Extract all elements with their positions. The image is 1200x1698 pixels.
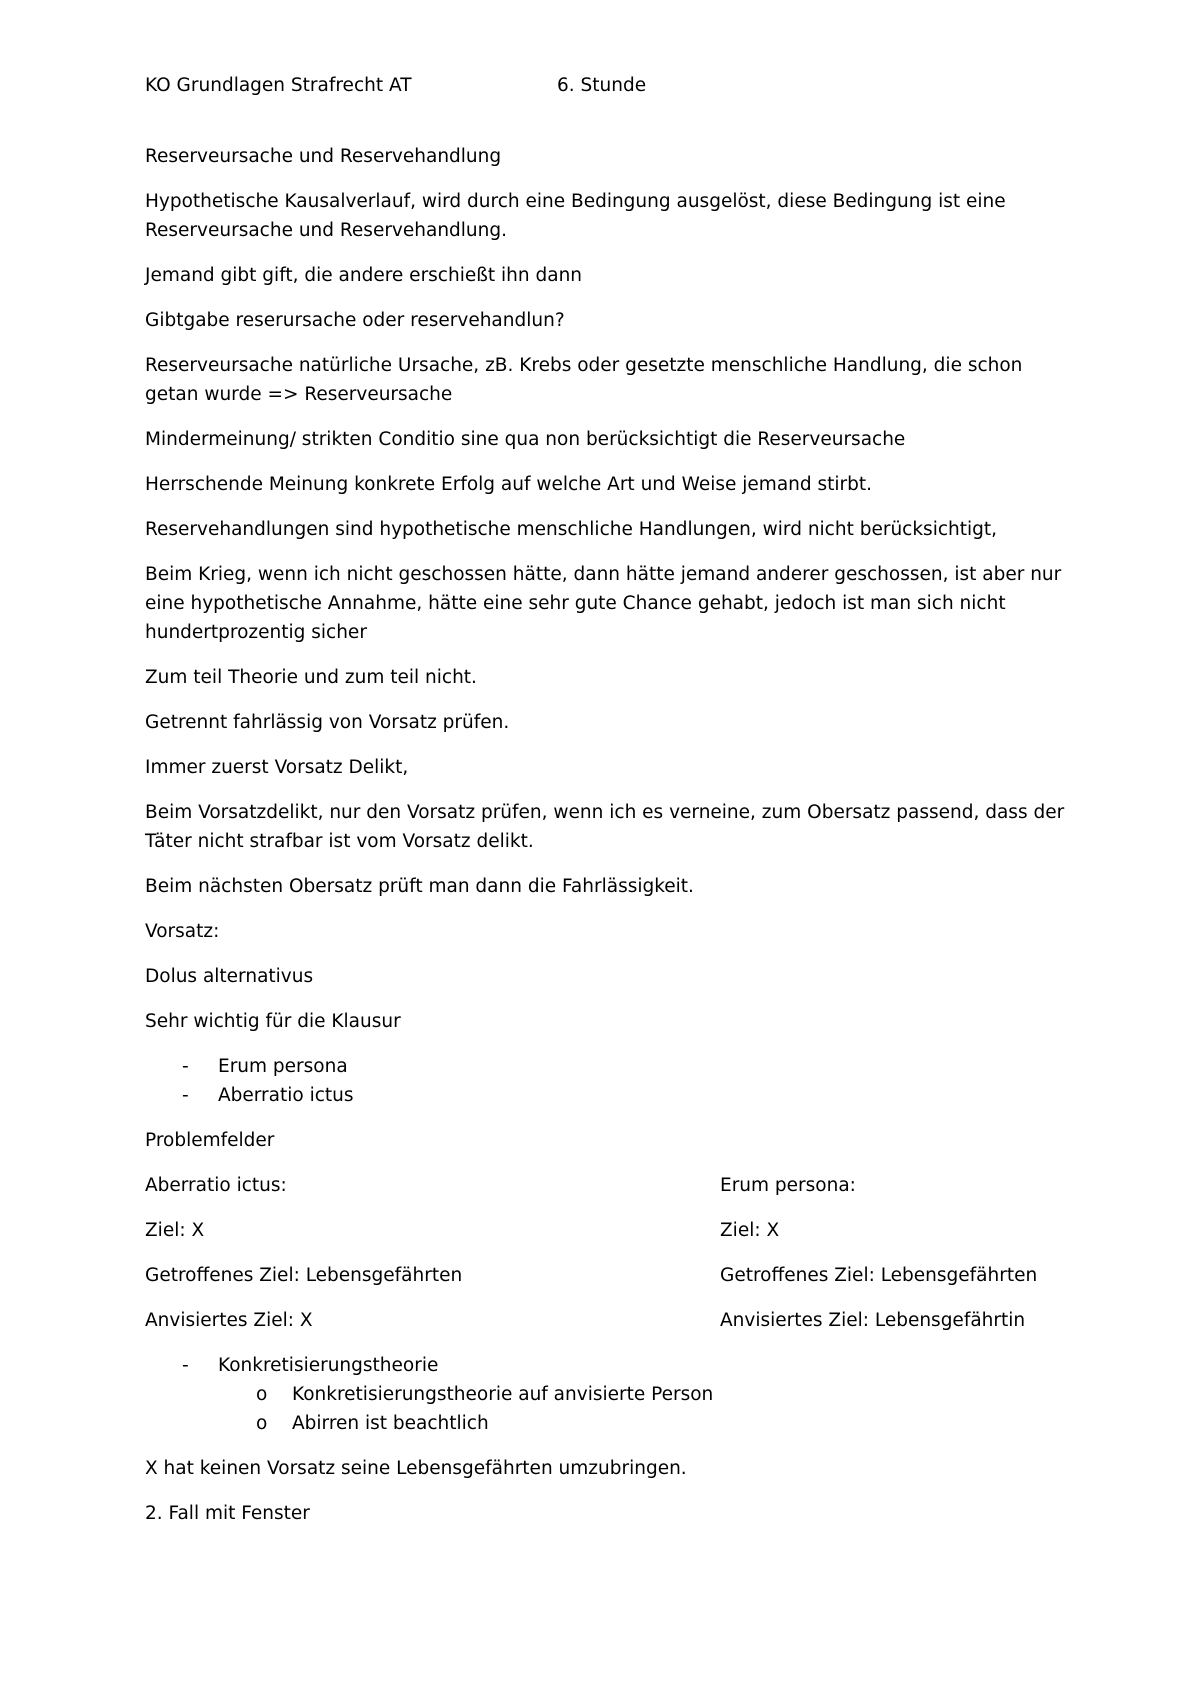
paragraph: Reserveursache und Reservehandlung — [145, 146, 502, 167]
comparison-left: Aberratio ictus: — [145, 1175, 287, 1196]
paragraph: Zum teil Theorie und zum teil nicht. — [145, 667, 477, 688]
comparison-right: Erum persona: — [720, 1175, 856, 1196]
comparison-row — [145, 1261, 1065, 1290]
paragraph: Beim Vorsatzdelikt, nur den Vorsatz prüfen, wenn ich es verneine, zum Obersatz passend, dass der Täter nicht strafbar ist vom Vorsatz delikt. — [145, 802, 1065, 852]
comparison-right: Ziel: X — [720, 1220, 780, 1241]
paragraph: Herrschende Meinung konkrete Erfolg auf welche Art und Weise jemand stirbt. — [145, 474, 873, 495]
comparison-left: Getroffenes Ziel: Lebensgefährten — [145, 1265, 463, 1286]
comparison-row — [145, 1216, 1065, 1245]
paragraph: Beim Krieg, wenn ich nicht geschossen hätte, dann hätte jemand anderer geschossen, ist aber nur eine hypothetische Annahme, hätte eine sehr gute Chance gehabt, jedoch ist man sich nicht hundertprozentig sicher — [145, 564, 1062, 643]
paragraph: Sehr wichtig für die Klausur — [145, 1011, 401, 1032]
comparison-left: Anvisiertes Ziel: X — [145, 1310, 313, 1331]
paragraph: Reservehandlungen sind hypothetische menschliche Handlungen, wird nicht berücksichtigt, — [145, 519, 998, 540]
comparison-row — [145, 1306, 1065, 1335]
list-item — [145, 1351, 1065, 1438]
comparison-right: Getroffenes Ziel: Lebensgefährten — [720, 1265, 1038, 1286]
theory-list — [145, 1351, 1065, 1438]
paragraph: X hat keinen Vorsatz seine Lebensgefährten umzubringen. — [145, 1458, 687, 1479]
comparison-right: Anvisiertes Ziel: Lebensgefährtin — [720, 1310, 1026, 1331]
list-item: - Aberratio ictus — [145, 1081, 1065, 1110]
problemfelder-heading: Problemfelder — [145, 1130, 275, 1151]
paragraph: 2. Fall mit Fenster — [145, 1503, 310, 1524]
page-header — [145, 71, 1065, 103]
paragraph: Mindermeinung/ strikten Conditio sine qua non berücksichtigt die Reserveursache — [145, 429, 906, 450]
paragraph: Getrennt fahrlässig von Vorsatz prüfen. — [145, 712, 510, 733]
list-item: - Erum persona — [145, 1052, 1065, 1081]
list-item-label: Konkretisierungstheorie — [218, 1355, 439, 1376]
paragraph: Dolus alternativus — [145, 966, 314, 987]
paragraph: Gibtgabe reserursache oder reservehandlun? — [145, 310, 565, 331]
paragraph: Hypothetische Kausalverlauf, wird durch eine Bedingung ausgelöst, diese Bedingung ist eine Reserveursache und Reservehandlung. — [145, 191, 1006, 241]
paragraph: Vorsatz: — [145, 921, 220, 942]
sub-list-item: o Abirren ist beachtlich — [145, 1409, 1065, 1438]
course-title: KO Grundlagen Strafrecht AT — [145, 75, 412, 96]
document-page — [145, 71, 1065, 1544]
comparison-left: Ziel: X — [145, 1220, 205, 1241]
sub-list — [145, 1380, 1065, 1438]
paragraph: Reserveursache natürliche Ursache, zB. Krebs oder gesetzte menschliche Handlung, die schon getan wurde => Reserveursache — [145, 355, 1023, 405]
paragraph: Beim nächsten Obersatz prüft man dann die Fahrlässigkeit. — [145, 876, 694, 897]
dash-list — [145, 1052, 1065, 1110]
paragraph: Immer zuerst Vorsatz Delikt, — [145, 757, 409, 778]
comparison-row — [145, 1171, 1065, 1200]
sub-list-item: o Konkretisierungstheorie auf anvisierte Person — [145, 1380, 1065, 1409]
paragraph: Jemand gibt gift, die andere erschießt ihn dann — [145, 265, 583, 286]
session-label: 6. Stunde — [557, 75, 647, 96]
